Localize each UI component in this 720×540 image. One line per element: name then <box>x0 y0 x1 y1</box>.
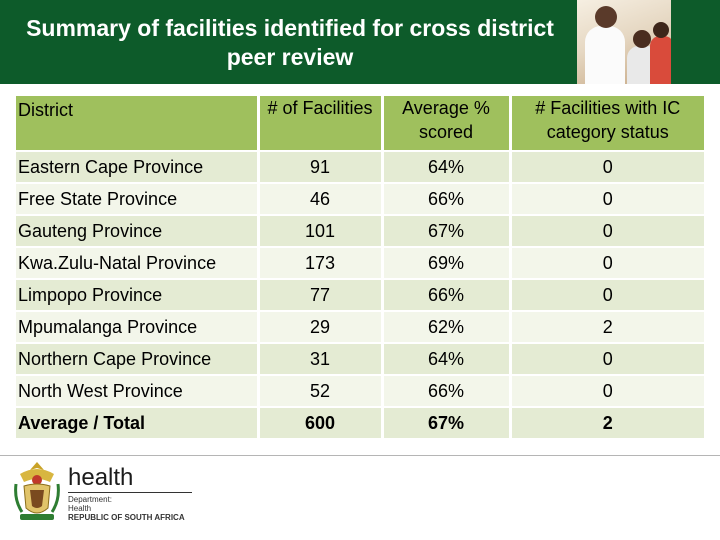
average-cell: 67% <box>382 215 510 247</box>
column-header-facilities: # of Facilities <box>258 95 382 151</box>
total-row <box>16 407 704 439</box>
title-banner <box>0 0 720 84</box>
column-header-district: District <box>16 95 258 151</box>
facilities-cell: 29 <box>258 311 382 343</box>
footer-divider <box>0 455 720 456</box>
total-ic: 2 <box>510 407 704 439</box>
average-cell: 62% <box>382 311 510 343</box>
facilities-cell: 46 <box>258 183 382 215</box>
ic-cell: 0 <box>510 343 704 375</box>
average-cell: 64% <box>382 343 510 375</box>
coat-of-arms-icon <box>10 460 64 526</box>
facilities-table <box>16 94 704 440</box>
facilities-cell: 91 <box>258 151 382 183</box>
average-cell: 66% <box>382 279 510 311</box>
district-cell: Mpumalanga Province <box>16 311 258 343</box>
facilities-cell: 173 <box>258 247 382 279</box>
average-cell: 66% <box>382 183 510 215</box>
table-row <box>16 375 704 407</box>
ic-cell: 0 <box>510 247 704 279</box>
average-cell: 69% <box>382 247 510 279</box>
table-row <box>16 311 704 343</box>
ic-cell: 0 <box>510 215 704 247</box>
brand-underline <box>68 492 192 493</box>
ic-cell: 0 <box>510 151 704 183</box>
district-cell: Limpopo Province <box>16 279 258 311</box>
average-cell: 64% <box>382 151 510 183</box>
department-label <box>68 495 185 522</box>
table-row <box>16 247 704 279</box>
total-average: 67% <box>382 407 510 439</box>
ic-cell: 0 <box>510 375 704 407</box>
column-header-average: Average % scored <box>382 95 510 151</box>
ic-cell: 0 <box>510 183 704 215</box>
district-cell: Gauteng Province <box>16 215 258 247</box>
header-photo <box>577 0 671 84</box>
country-name: REPUBLIC OF SOUTH AFRICA <box>68 513 185 522</box>
brand-name: health <box>68 464 134 491</box>
total-label: Average / Total <box>16 407 258 439</box>
page-title: Summary of facilities identified for cross district peer review <box>26 15 554 70</box>
district-cell: Free State Province <box>16 183 258 215</box>
ic-cell: 2 <box>510 311 704 343</box>
district-cell: Northern Cape Province <box>16 343 258 375</box>
total-facilities: 600 <box>258 407 382 439</box>
column-header-ic-status: # Facilities with IC category status <box>510 95 704 151</box>
table-header-row <box>16 95 704 151</box>
district-cell: Kwa.Zulu-Natal Province <box>16 247 258 279</box>
facilities-cell: 52 <box>258 375 382 407</box>
facilities-cell: 77 <box>258 279 382 311</box>
table-row <box>16 215 704 247</box>
facilities-cell: 101 <box>258 215 382 247</box>
department-line: Department: <box>68 495 113 504</box>
facilities-cell: 31 <box>258 343 382 375</box>
table-row <box>16 279 704 311</box>
district-cell: Eastern Cape Province <box>16 151 258 183</box>
table-row <box>16 183 704 215</box>
average-cell: 66% <box>382 375 510 407</box>
department-name: Health <box>68 504 92 513</box>
ic-cell: 0 <box>510 279 704 311</box>
table-row <box>16 343 704 375</box>
table-row <box>16 151 704 183</box>
district-cell: North West Province <box>16 375 258 407</box>
